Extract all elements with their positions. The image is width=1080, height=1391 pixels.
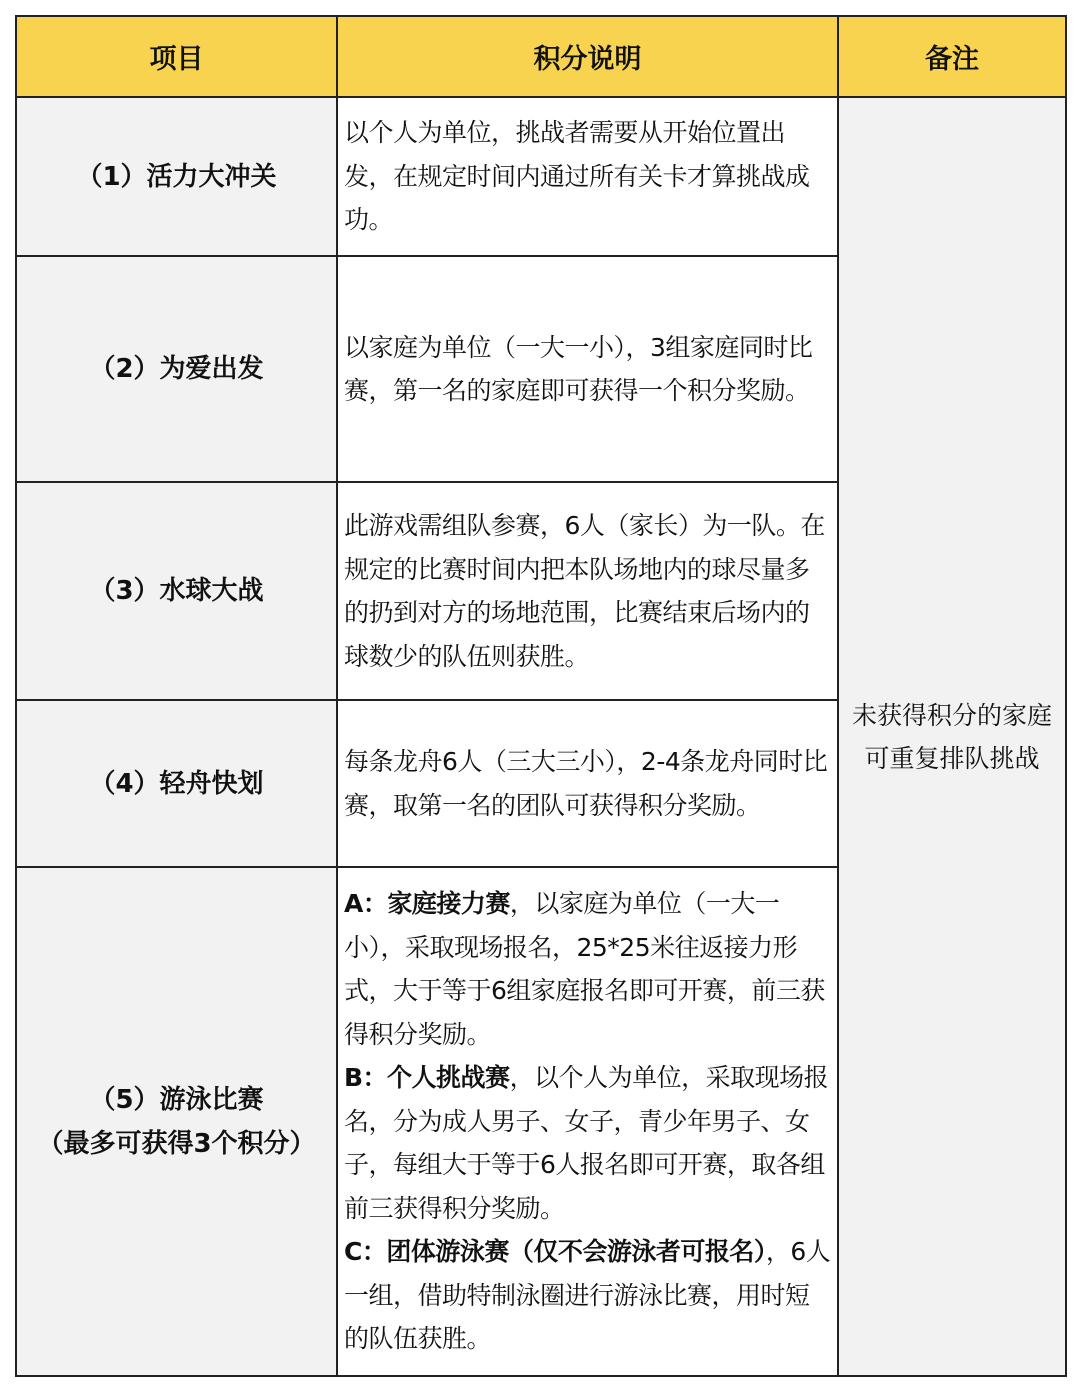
note-cell — [838, 97, 1066, 1376]
header-item: 项目 — [16, 16, 337, 97]
item-cell: （2）为爱出发 — [16, 256, 337, 482]
item-title: （5）游泳比赛 — [89, 1084, 264, 1115]
note-text: 未获得积分的家庭可重复排队挑战 — [851, 700, 1052, 773]
item-subtitle: （最多可获得3个积分） — [37, 1128, 316, 1159]
item-cell — [16, 867, 337, 1376]
desc-part-a — [344, 882, 831, 1056]
part-a-text: ，以家庭为单位（一大一小），采取现场报名，25*25米往返接力形式，大于等于6组家庭报名即可开赛，前三获得积分奖励。 — [344, 889, 825, 1049]
desc-cell: 以个人为单位，挑战者需要从开始位置出发，在规定时间内通过所有关卡才算挑战成功。 — [337, 97, 838, 256]
desc-part-c — [344, 1230, 831, 1361]
item-cell: （4）轻舟快划 — [16, 700, 337, 867]
desc-part-b — [344, 1056, 831, 1230]
part-c-text: ，6人一组，借助特制泳圈进行游泳比赛，用时短的队伍获胜。 — [344, 1237, 831, 1354]
desc-cell: 以家庭为单位（一大一小），3组家庭同时比赛，第一名的家庭即可获得一个积分奖励。 — [337, 256, 838, 482]
table-row — [16, 97, 1066, 256]
part-c-title: C：团体游泳赛（仅不会游泳者可报名） — [344, 1237, 766, 1267]
desc-cell — [337, 867, 838, 1376]
item-cell: （3）水球大战 — [16, 482, 337, 700]
part-b-title: B：个人挑战赛 — [344, 1063, 510, 1093]
item-cell: （1）活力大冲关 — [16, 97, 337, 256]
header-note: 备注 — [838, 16, 1066, 97]
scoring-table — [15, 15, 1067, 1377]
header-row — [16, 16, 1066, 97]
desc-cell: 每条龙舟6人（三大三小），2-4条龙舟同时比赛，取第一名的团队可获得积分奖励。 — [337, 700, 838, 867]
desc-cell: 此游戏需组队参赛，6人（家长）为一队。在规定的比赛时间内把本队场地内的球尽量多的扔到对方的场地范围，比赛结束后场内的球数少的队伍则获胜。 — [337, 482, 838, 700]
part-a-title: A：家庭接力赛 — [344, 889, 510, 919]
header-desc: 积分说明 — [337, 16, 838, 97]
part-b-text: ，以个人为单位，采取现场报名，分为成人男子、女子，青少年男子、女子，每组大于等于6人报名即可开赛，取各组前三获得积分奖励。 — [344, 1063, 829, 1223]
